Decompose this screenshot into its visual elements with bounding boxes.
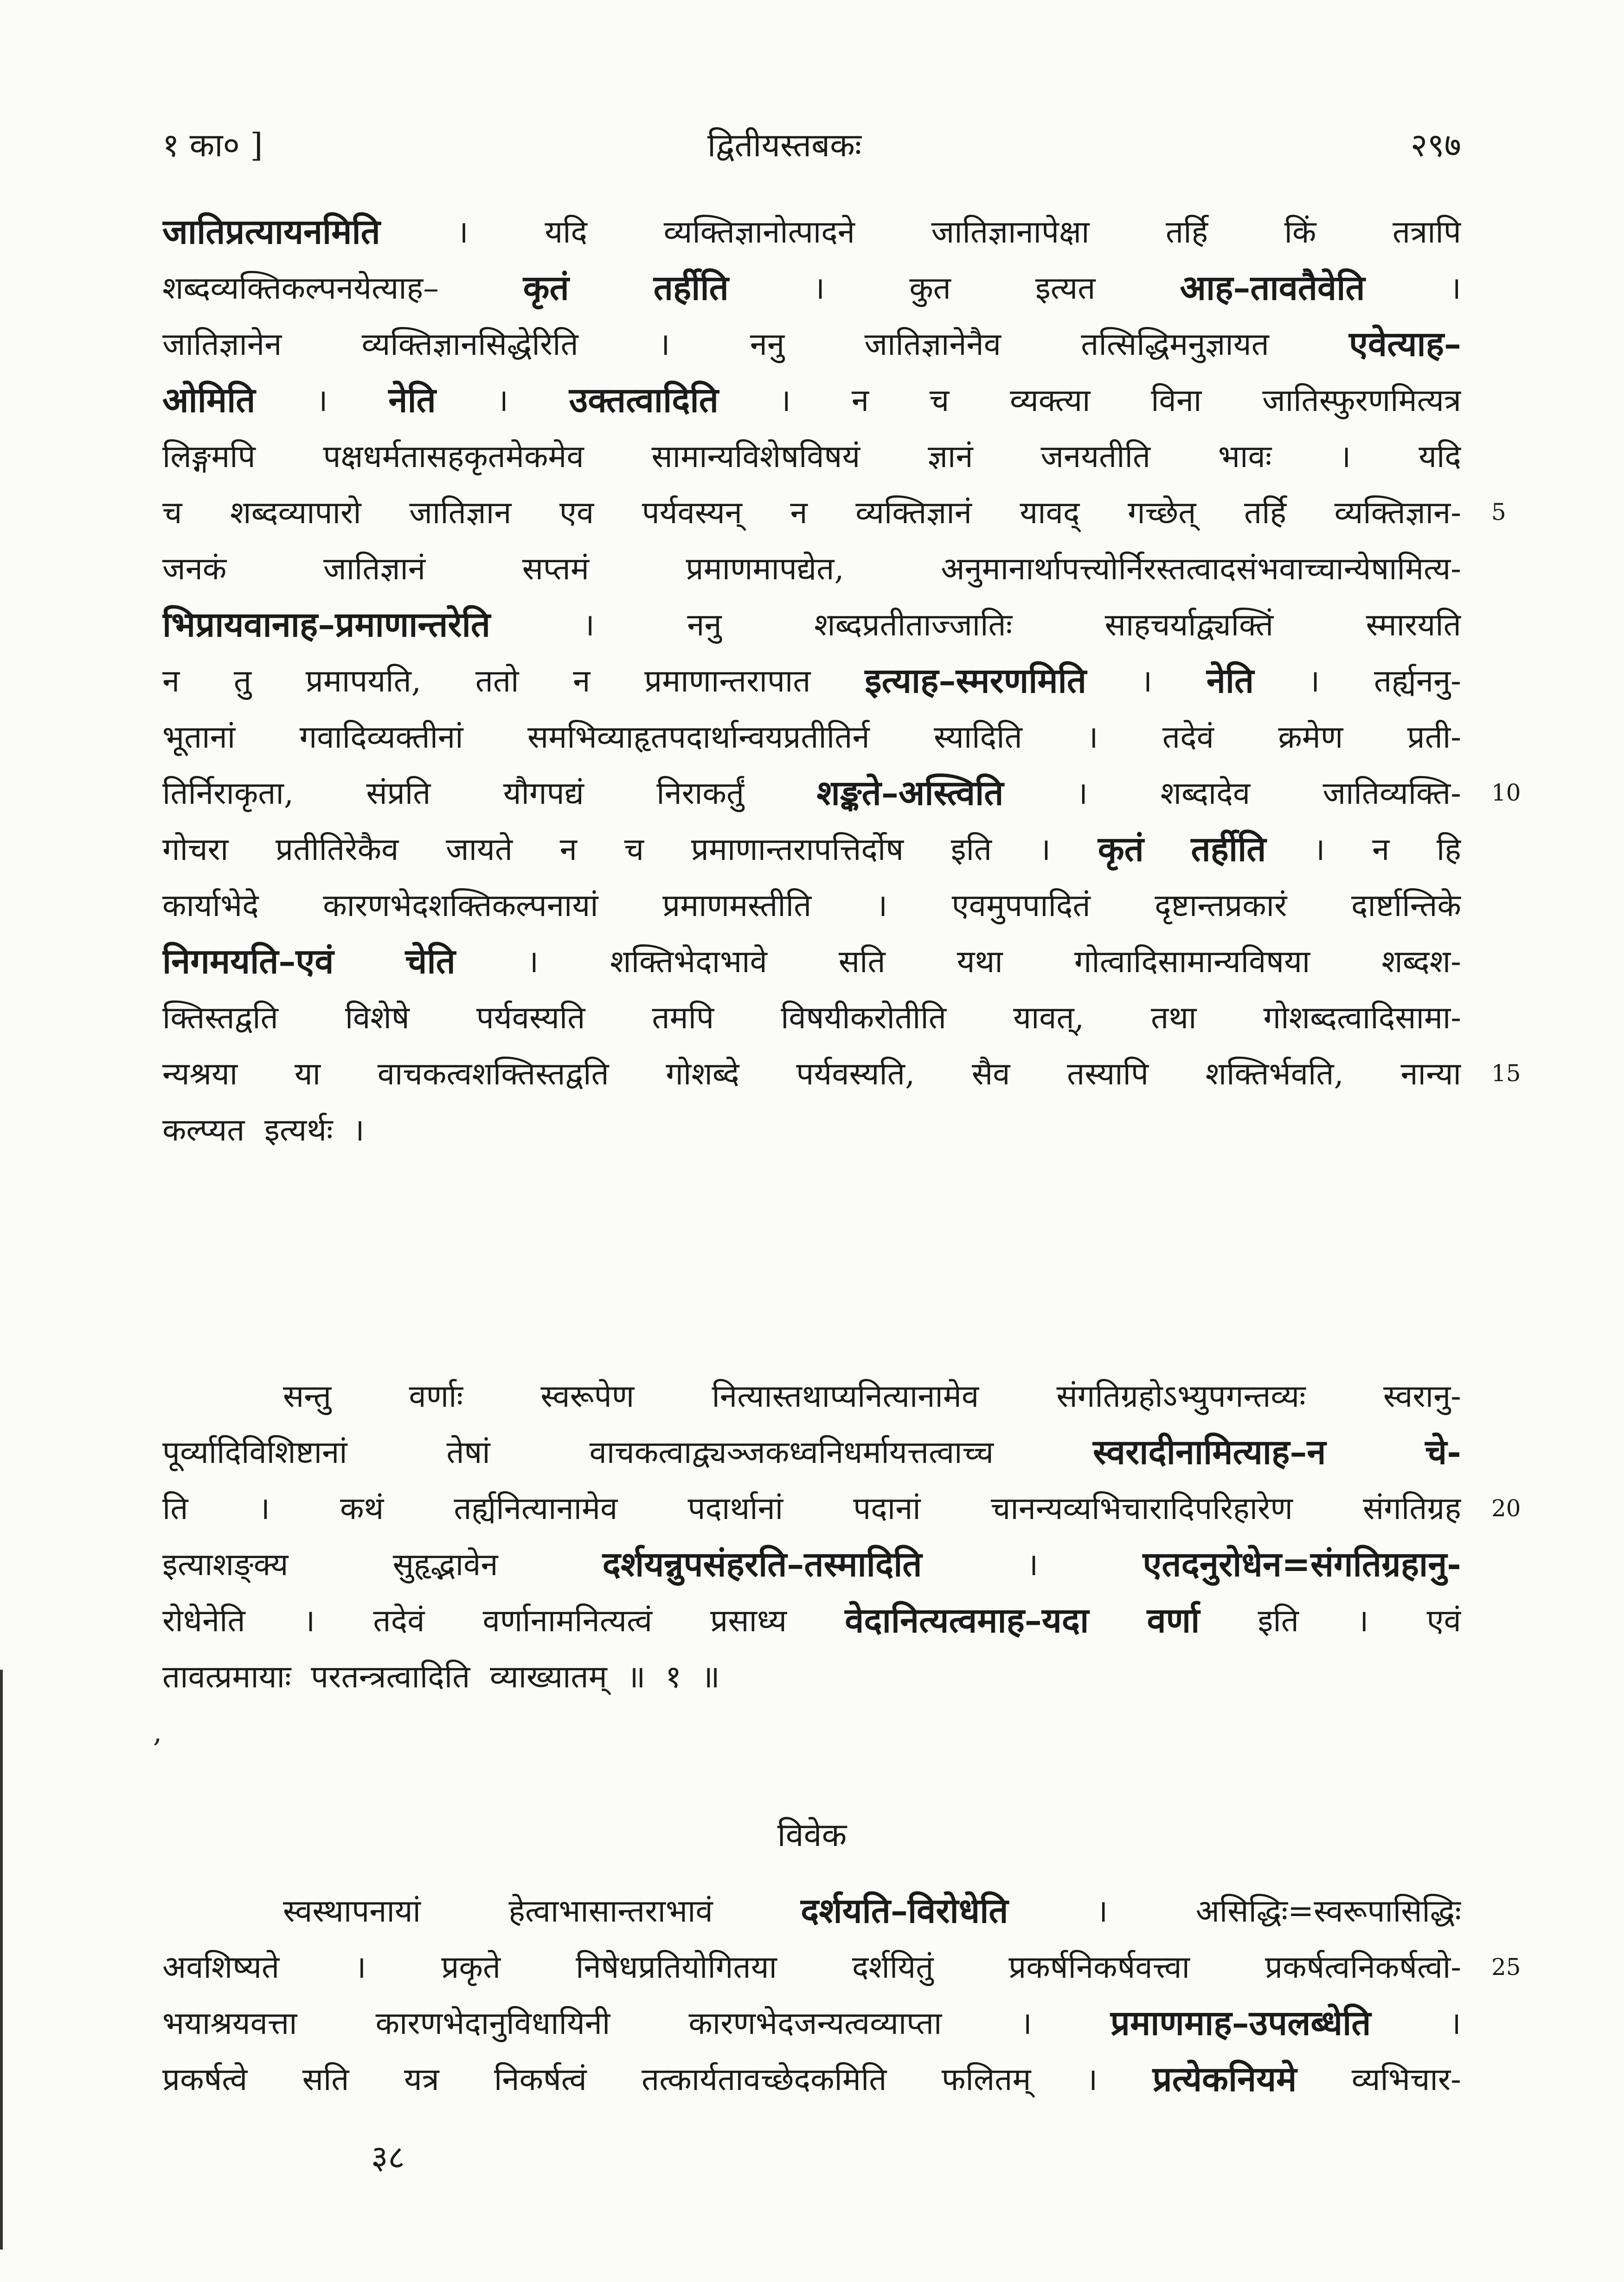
word: जातिस्फुरणमित्यत्र <box>1262 382 1461 418</box>
word: क्तिस्तद्वति <box>162 1000 278 1036</box>
word: यदि <box>545 214 588 250</box>
word: नेति <box>388 380 436 420</box>
word: ननु <box>750 326 785 362</box>
text-line <box>162 1593 1461 1649</box>
commentary-paragraph-2 <box>162 1368 1461 1705</box>
word: विषयीकरोतीति <box>781 1000 947 1036</box>
word: । <box>316 382 328 418</box>
word: वेदानित्यत्वमाह–यदा <box>845 1601 1089 1641</box>
text-line <box>162 541 1461 597</box>
word: प्रमाणान्तरापात <box>644 663 811 699</box>
word: दर्शयितुं <box>852 1949 934 1985</box>
word: स्यादिति <box>934 719 1022 755</box>
text-line <box>162 372 1461 429</box>
text-line <box>162 2051 1461 2108</box>
word: ति <box>162 1490 188 1526</box>
word: एव <box>559 494 594 531</box>
commentary-paragraph-1 <box>162 204 1461 1158</box>
word: चानन्यव्यभिचारादिपरिहारेण <box>990 1490 1293 1526</box>
word: तदेवं <box>1162 719 1214 755</box>
word: संप्रति <box>366 775 431 811</box>
text-line <box>162 1995 1461 2051</box>
page-folio: ३८ <box>371 2138 405 2176</box>
word: । <box>1020 2005 1032 2041</box>
word: जातिज्ञानापेक्षा <box>931 214 1090 250</box>
running-header <box>162 122 1461 177</box>
word: व्यक्तिज्ञानसिद्धेरिति <box>361 326 578 362</box>
word: क्रमेण <box>1278 719 1343 755</box>
word: स्वरूपेण <box>540 1378 635 1414</box>
word: निगमयति–एवं <box>162 942 334 981</box>
word: तत्सिद्धिमनुज्ञायत <box>1081 326 1269 362</box>
word: यत्र <box>404 2061 439 2097</box>
header-left-section-mark: १ का० ] <box>162 126 263 164</box>
line-number-10: 10 <box>1491 779 1521 806</box>
word: प्रकर्षत्वनिकर्षत्वो- <box>1265 1949 1461 1985</box>
word: इत्यत <box>1035 270 1096 306</box>
word: । <box>303 1603 315 1639</box>
word: साहचर्याद्व्यक्तिं <box>1104 607 1274 643</box>
word: जातिज्ञान <box>409 494 512 531</box>
word: अवशिष्यते <box>162 1949 280 1985</box>
word: प्रसाध्य <box>710 1603 787 1639</box>
word: न <box>790 494 808 531</box>
word: । <box>875 887 888 923</box>
word: कुत <box>909 270 951 306</box>
word: स्वरानु- <box>1383 1378 1461 1414</box>
line-number-25: 25 <box>1491 1954 1521 1981</box>
word: तर्हीति <box>1191 829 1266 869</box>
text-line <box>162 485 1461 541</box>
word: नित्यास्तथाप्यनित्यानामेव <box>712 1378 979 1414</box>
word: । <box>1026 1546 1039 1583</box>
text-line <box>162 597 1461 653</box>
word: रोधेनेति <box>162 1603 245 1639</box>
word: शक्तिभेदाभावे <box>610 943 767 980</box>
word: भयाश्रयवत्ता <box>162 2005 297 2041</box>
word: यदि <box>1419 438 1461 474</box>
word: कृतं <box>1098 829 1144 869</box>
word: सति <box>302 2061 349 2097</box>
word: । <box>258 1490 270 1526</box>
word: तस्यापि <box>1067 1056 1149 1092</box>
line-number-15: 15 <box>1491 1060 1521 1087</box>
word: । <box>1085 2061 1098 2097</box>
word: निषेधप्रतियोगितया <box>576 1949 777 1985</box>
word: पदार्थानां <box>687 1490 783 1526</box>
word: । <box>456 214 469 250</box>
text-line <box>162 653 1461 709</box>
word: च <box>162 494 182 531</box>
word: सैव <box>971 1056 1010 1092</box>
word: कारणभेदशक्तिकल्पनायां <box>323 887 598 923</box>
word: प्रमाणमाह–उपलब्धेति <box>1110 2003 1371 2043</box>
word: किं <box>1284 214 1316 250</box>
word: स्वरादीनामित्याह–न <box>1093 1432 1326 1472</box>
word: लिङ्गमपि <box>162 438 256 474</box>
word: पदानां <box>853 1490 921 1526</box>
word: तु <box>233 663 252 699</box>
word: व्यक्तिज्ञानं <box>855 494 972 531</box>
word: । <box>1096 1893 1108 1929</box>
text-line <box>162 1481 1461 1537</box>
word: कृतं <box>523 268 569 308</box>
word: शक्तिर्भवति, <box>1205 1056 1344 1092</box>
word: वर्णाः <box>409 1378 463 1414</box>
word: शङ्कते–अस्त्विति <box>816 773 1004 813</box>
line-number-20: 20 <box>1491 1495 1521 1522</box>
word: इति <box>1258 1603 1299 1639</box>
text-line <box>162 990 1461 1046</box>
word: पूर्व्यादिविशिष्टानां <box>162 1434 347 1470</box>
text-line <box>162 1046 1461 1102</box>
word: सामान्यविशेषविषयं <box>651 438 860 474</box>
text-line <box>162 429 1461 485</box>
word: व्यक्तिज्ञान- <box>1334 494 1461 531</box>
word: तदेवं <box>373 1603 425 1639</box>
word: गोशब्दत्वादिसामा- <box>1263 1000 1461 1036</box>
word: जनकं <box>162 551 227 587</box>
text-line <box>162 1649 1461 1705</box>
word: । <box>658 326 670 362</box>
text-line <box>162 709 1461 765</box>
word: । <box>1140 663 1153 699</box>
text-line <box>162 1883 1461 1939</box>
word: निराकर्तुं <box>656 775 745 811</box>
text-line <box>162 1537 1461 1593</box>
word: जातिज्ञानं <box>323 551 426 587</box>
word: । <box>353 1112 365 1148</box>
word: संगतिग्रह <box>1362 1490 1461 1526</box>
word: नेति <box>1206 661 1254 701</box>
word: तर्ह्यनित्यानामेव <box>454 1490 618 1526</box>
word: इत्याशङ्क्य <box>162 1546 289 1583</box>
text-line <box>162 204 1461 260</box>
text-line <box>162 316 1461 372</box>
word: यावत्, <box>1013 1000 1085 1036</box>
word: तिर्निराकृता, <box>162 775 294 811</box>
word: ननु <box>687 607 722 643</box>
word: अनुमानार्थापत्त्योर्निरस्तत्वादसंभवाच्चान्येषामित्य- <box>941 551 1461 587</box>
word: प्रतीतिरेकैव <box>276 831 399 867</box>
word: भूतानां <box>162 719 236 755</box>
margin-speck: , <box>153 1716 162 1749</box>
word: पर्यवस्यन् <box>642 494 742 531</box>
line-number-5: 5 <box>1491 499 1506 526</box>
word: दृष्टान्तप्रकारं <box>1155 887 1287 923</box>
word: दर्शयति–विरोधेति <box>801 1891 1008 1931</box>
text-line <box>162 1368 1461 1424</box>
word: पर्यवस्यति, <box>796 1056 915 1092</box>
word: भावः <box>1218 438 1272 474</box>
word: सप्तमं <box>522 551 589 587</box>
word: तमपि <box>652 1000 714 1036</box>
word: संगतिग्रहोऽभ्युपगन्तव्यः <box>1056 1378 1306 1414</box>
word: सति <box>838 943 886 980</box>
word: व्यक्त्या <box>1010 382 1091 418</box>
word: वाचकत्वाद्व्यञ्जकध्वनिधर्मायत्तत्वाच्च <box>589 1434 994 1470</box>
word: असिद्धिः=स्वरूपासिद्धिः <box>1195 1893 1461 1929</box>
word: चेति <box>405 942 456 981</box>
word: । <box>583 607 595 643</box>
word: प्रकर्षत्वे <box>162 2061 248 2097</box>
word: यथा <box>956 943 1003 980</box>
word: गोत्वादिसामान्यविषया <box>1074 943 1310 980</box>
word: प्रमाणमापद्येत, <box>686 551 844 587</box>
word: प्रमापयति, <box>305 663 422 699</box>
word: । <box>1308 663 1320 699</box>
word: न्यश्रया <box>162 1056 238 1092</box>
text-line <box>162 878 1461 934</box>
word: चे- <box>1425 1432 1461 1472</box>
word: १ <box>665 1659 681 1695</box>
word: वाचकत्वशक्तिस्तद्वति <box>377 1056 609 1092</box>
word: व्याख्यातम् <box>489 1659 607 1695</box>
word: व्यक्तिज्ञानोत्पादने <box>663 214 855 250</box>
word: तत्कार्यतावच्छेदकमिति <box>642 2061 887 2097</box>
word: तथा <box>1151 1000 1197 1036</box>
word: कार्याभेदे <box>162 887 259 923</box>
word: दर्शयन्नुपसंहरति–तस्मादिति <box>602 1545 922 1584</box>
word: कथं <box>340 1490 384 1526</box>
word: जनयतीति <box>1040 438 1151 474</box>
word: न <box>1372 831 1390 867</box>
word: न <box>851 382 869 418</box>
word: यावद् <box>1020 494 1080 531</box>
word: । <box>354 1949 366 1985</box>
word: परतन्त्रत्वादिति <box>311 1659 470 1695</box>
word: जातिप्रत्यायनमिति <box>162 212 380 252</box>
word: सन्तु <box>283 1378 332 1414</box>
word: नान्या <box>1400 1056 1461 1092</box>
word: इति <box>950 831 992 867</box>
word: या <box>294 1056 321 1092</box>
word: फलितम् <box>941 2061 1031 2097</box>
section-title-viveka: विवेक <box>777 1816 847 1854</box>
word: शब्दव्यक्तिकल्पनयेत्याह– <box>162 270 439 306</box>
word: कारणभेदानुविधायिनी <box>375 2005 610 2041</box>
word: जातिज्ञानेनैव <box>864 326 1001 362</box>
word: । <box>813 270 825 306</box>
word: । <box>1449 2005 1461 2041</box>
word: प्रत्येकनियमे <box>1152 2059 1297 2099</box>
text-line <box>162 260 1461 316</box>
word: न <box>162 663 180 699</box>
word: कल्प्यत <box>162 1112 245 1148</box>
text-line <box>162 1424 1461 1481</box>
word: तर्ह्यननु- <box>1374 663 1461 699</box>
word: च <box>929 382 950 418</box>
word: इत्यर्थः <box>264 1112 333 1148</box>
word: उक्तत्वादिति <box>569 380 719 420</box>
word: । <box>1039 831 1051 867</box>
word: तर्हीति <box>653 268 729 308</box>
word: प्रमाणमस्तीति <box>662 887 812 923</box>
header-chapter-title: द्वितीयस्तबकः <box>707 126 862 164</box>
word: पर्यवस्यति <box>476 1000 585 1036</box>
word: । <box>1357 1603 1369 1639</box>
word: समभिव्याहृतपदार्थान्वयप्रतीतिर्न <box>527 719 870 755</box>
word: शब्दश- <box>1381 943 1461 980</box>
word: ओमिति <box>162 380 256 420</box>
word: जातिज्ञानेन <box>162 326 282 362</box>
viveka-paragraph <box>162 1883 1461 2108</box>
word: तावत्प्रमायाः <box>162 1659 291 1695</box>
word: न <box>573 663 591 699</box>
word: गोशब्दे <box>666 1056 739 1092</box>
word: आह–तावतैवेति <box>1180 268 1365 308</box>
word: । <box>496 382 508 418</box>
word: व्यभिचार- <box>1351 2061 1461 2097</box>
word: एवमुपपादितं <box>951 887 1091 923</box>
word: । <box>1339 438 1351 474</box>
word: पक्षधर्मतासहकृतमेकमेव <box>323 438 584 474</box>
word: ॥ <box>701 1659 720 1695</box>
word: । <box>526 943 539 980</box>
word: तेषां <box>446 1434 490 1470</box>
word: जातिव्यक्ति- <box>1322 775 1461 811</box>
text-line <box>162 934 1461 990</box>
left-edge-scan-line <box>0 1670 3 2250</box>
word: प्रती- <box>1407 719 1461 755</box>
word: हेत्वाभासान्तराभावं <box>508 1893 713 1929</box>
text-line <box>162 1102 1461 1158</box>
word: । <box>1313 831 1325 867</box>
word: दार्ष्टान्तिके <box>1351 887 1461 923</box>
word: शब्दप्रतीताज्जातिः <box>814 607 1013 643</box>
word: ज्ञानं <box>928 438 973 474</box>
word: शब्दादेव <box>1160 775 1251 811</box>
word: भिप्रायवानाह–प्रमाणान्तरेति <box>162 605 490 645</box>
word: एवेत्याह– <box>1349 324 1461 364</box>
word: । <box>779 382 791 418</box>
text-line <box>162 765 1461 821</box>
word: वर्णा <box>1147 1601 1200 1641</box>
word: स्मारयति <box>1366 607 1461 643</box>
header-page-number: २९७ <box>1410 126 1461 164</box>
word: इत्याह–स्मरणमिति <box>865 661 1087 701</box>
word: एतदनुरोधेन=संगतिग्रहानु- <box>1143 1545 1461 1584</box>
text-line <box>162 1939 1461 1995</box>
word: तर्हि <box>1244 494 1287 531</box>
word: प्रमाणान्तरापत्तिर्दोष <box>691 831 904 867</box>
word: प्रकृते <box>441 1949 501 1985</box>
word: शब्दव्यापारो <box>230 494 361 531</box>
text-line <box>162 821 1461 878</box>
word: विशेषे <box>345 1000 410 1036</box>
word: ततो <box>475 663 519 699</box>
word: जायते <box>445 831 513 867</box>
word: । <box>1086 719 1098 755</box>
word: तत्रापि <box>1393 214 1461 250</box>
word: गोचरा <box>162 831 229 867</box>
word: विना <box>1151 382 1202 418</box>
word: यौगपद्यं <box>503 775 584 811</box>
word: च <box>624 831 644 867</box>
word: ॥ <box>627 1659 646 1695</box>
word: कारणभेदजन्यत्वव्याप्ता <box>688 2005 942 2041</box>
word: न <box>559 831 577 867</box>
word: प्रकर्षनिकर्षवत्त्वा <box>1008 1949 1190 1985</box>
word: एवं <box>1426 1603 1461 1639</box>
word: सुहृद्भावेन <box>392 1546 498 1583</box>
word: तर्हि <box>1166 214 1208 250</box>
word: गवादिव्यक्तीनां <box>299 719 463 755</box>
word: । <box>1076 775 1088 811</box>
word: वर्णानामनित्यत्वं <box>482 1603 653 1639</box>
word: निकर्षत्वं <box>494 2061 587 2097</box>
word: हि <box>1437 831 1461 867</box>
word: गच्छेत् <box>1127 494 1196 531</box>
word: । <box>1449 270 1461 306</box>
word: स्वस्थापनायां <box>283 1893 421 1929</box>
